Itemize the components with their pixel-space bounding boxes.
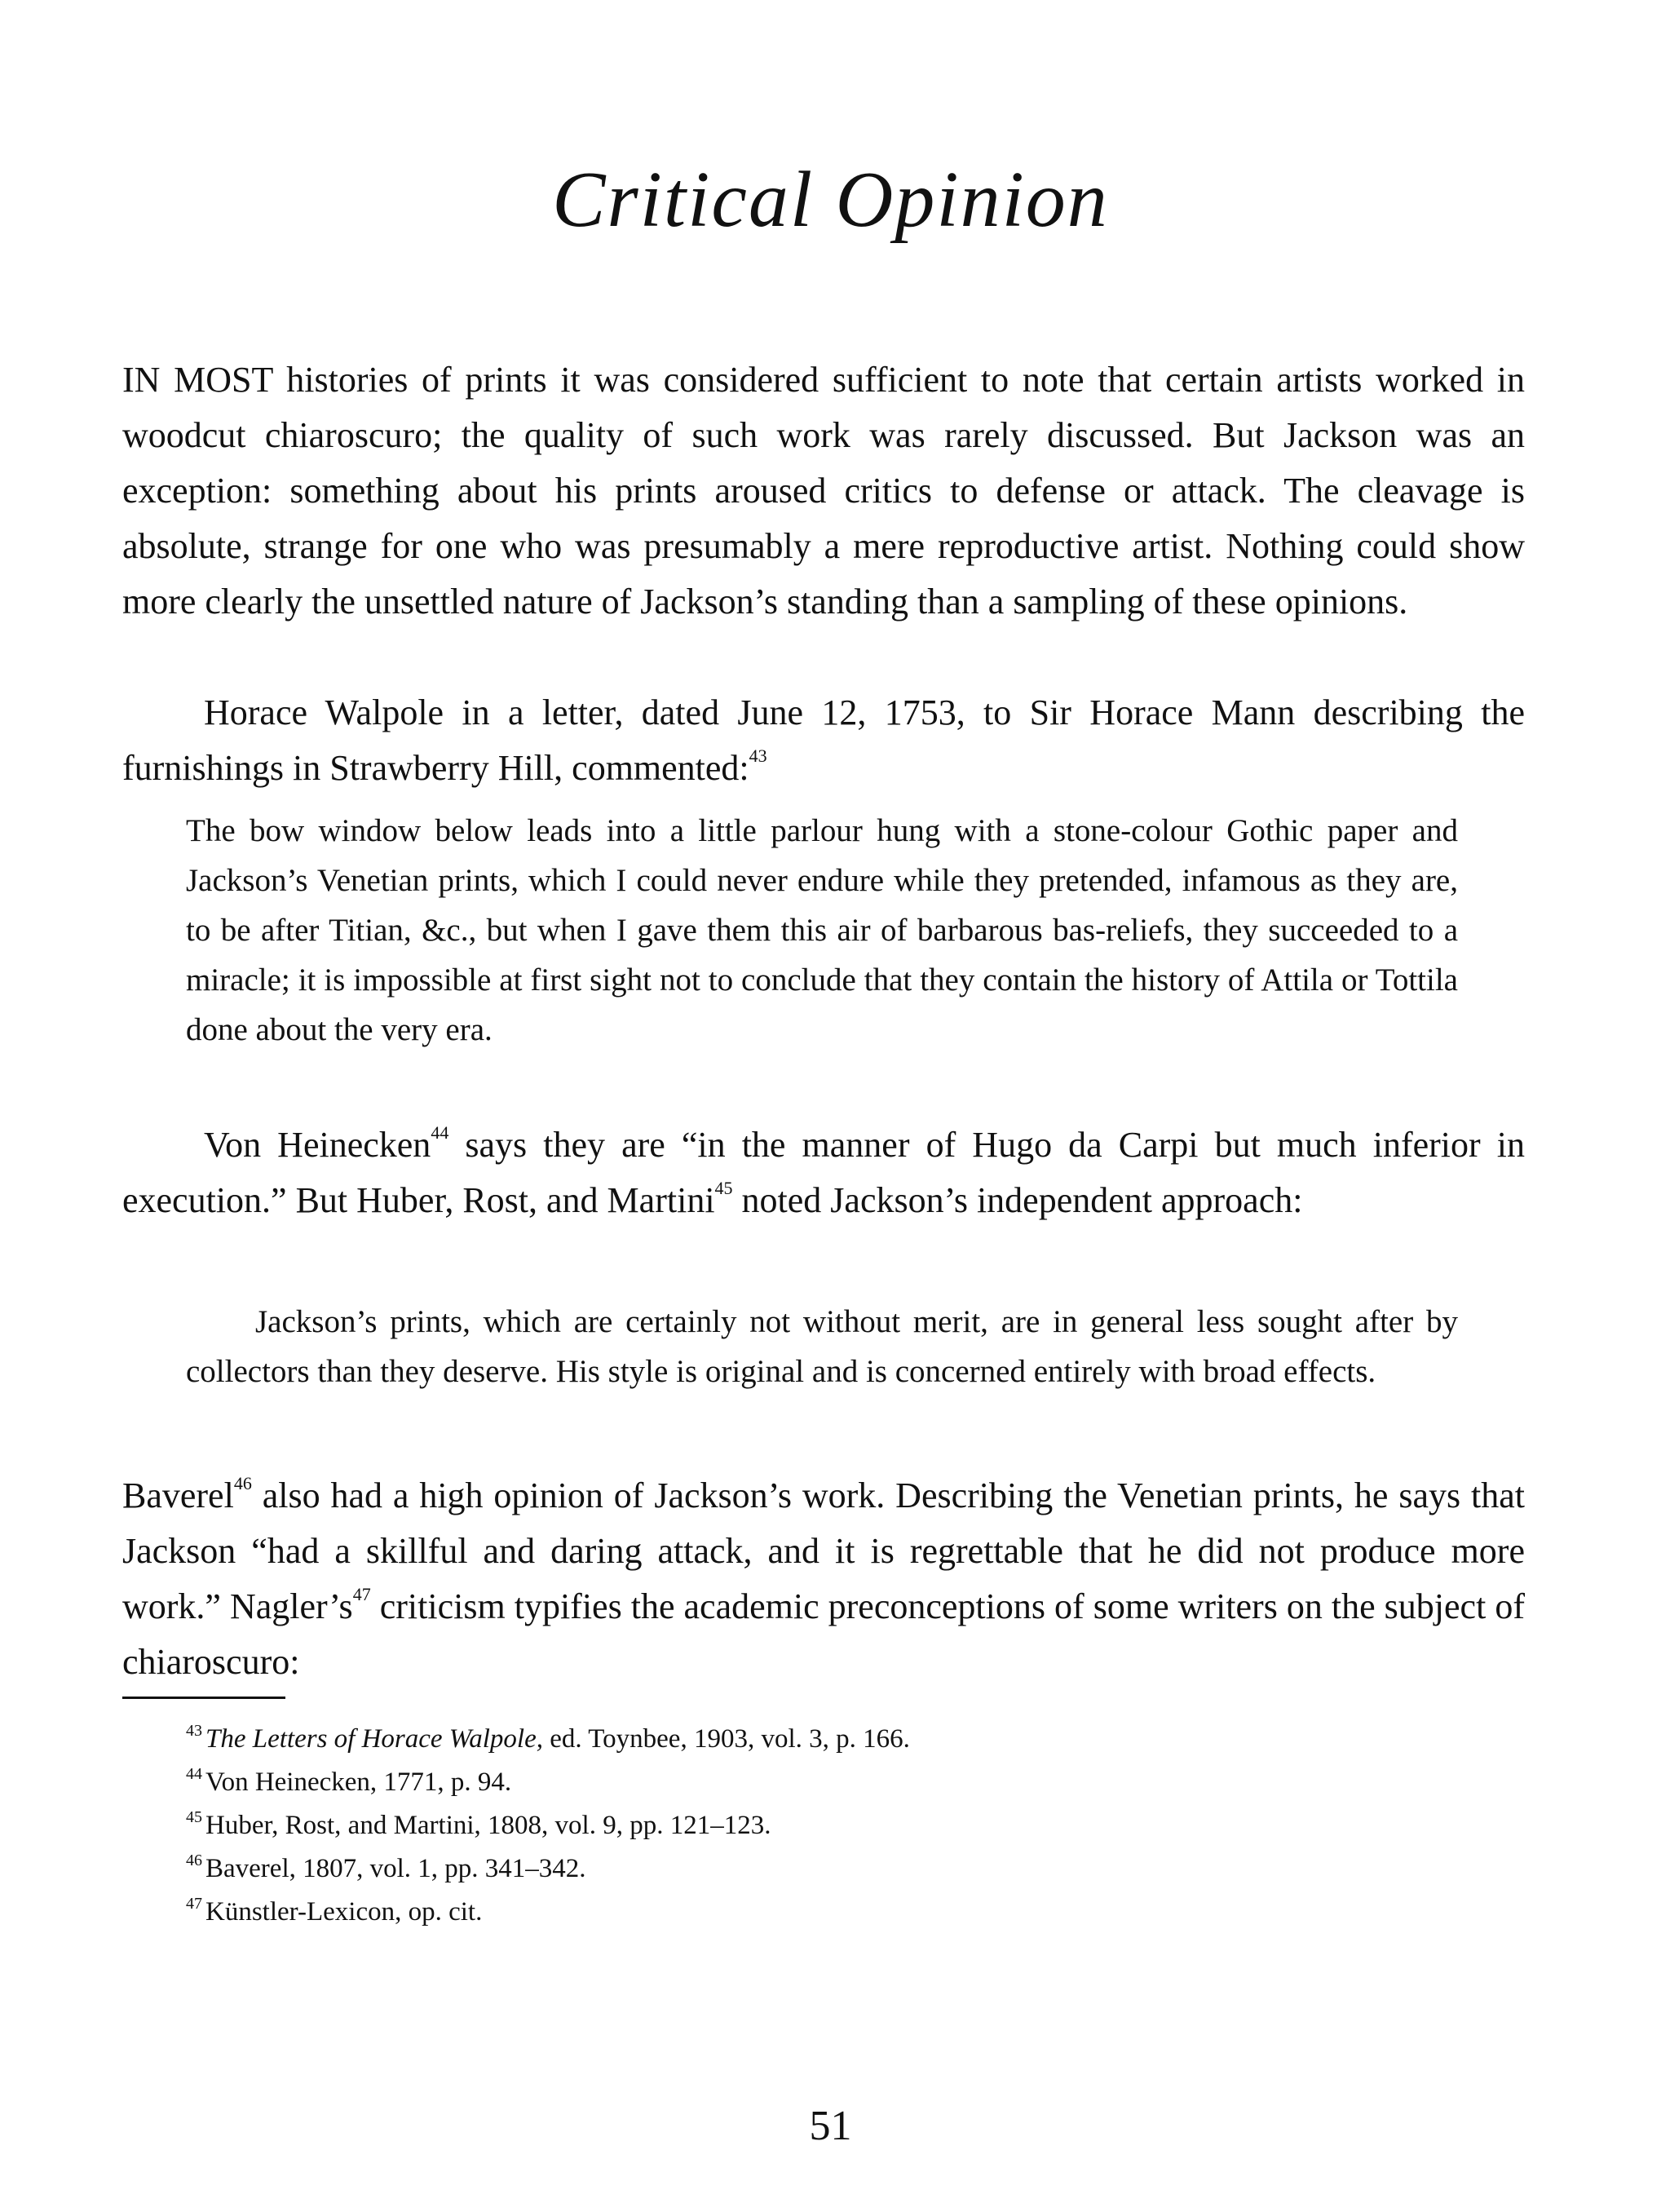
footnote-text: Baverel, 1807, vol. 1, pp. 341–342.: [205, 1854, 586, 1883]
footnotes-list: [186, 1718, 1491, 1934]
footnote-text: ed. Toynbee, 1903, vol. 3, p. 166.: [543, 1724, 910, 1754]
footnote-number: 46: [186, 1851, 202, 1869]
blockquote-walpole: The bow window below leads into a little parlour hung with a stone-colour Gothic paper and Jackson’s Venetian prints, which I could never endure while they pretended, infamous as they are, to be after Titian, &c., but when I gave them this air of barbarous bas-reliefs, they succeeded to a miracle; it is impossible at first sight not to conclude that they contain the history of Attila or Tottila done about the very era.: [186, 813, 1458, 1047]
footnote-item: [186, 1804, 1491, 1847]
footnote-ref-43: 43: [749, 745, 767, 766]
paragraph-baverel-text-c: criticism typifies the academic preconceptions of some writers on the subject of chiaroscuro:: [122, 1586, 1525, 1682]
footnote-ref-47: 47: [352, 1584, 371, 1604]
paragraph-baverel-text-a: Baverel: [122, 1475, 234, 1515]
footnote-divider: [122, 1697, 285, 1699]
footnote-item: [186, 1891, 1491, 1934]
paragraph-heinecken-text-a: Von Heinecken: [204, 1125, 431, 1165]
paragraph-intro: IN MOST histories of prints it was considered sufficient to note that certain artists worked in woodcut chiaroscuro; the quality of such work was rarely discussed. But Jackson was an exception: something about his prints aroused critics to defense or attack. The cleavage is absolute, strange for one who was presumably a mere reproductive artist. Nothing could show more clearly the unsettled nature of Jackson’s standing than a sampling of these opinions.: [122, 360, 1525, 622]
footnote-item: [186, 1761, 1491, 1804]
footnote-number: 47: [186, 1895, 202, 1913]
footnote-item: [186, 1847, 1491, 1891]
footnote-number: 43: [186, 1722, 202, 1740]
footnote-ref-45: 45: [714, 1178, 733, 1198]
page-number: 51: [809, 2103, 852, 2149]
paragraph-walpole: [122, 685, 1525, 796]
footnote-number: 45: [186, 1808, 202, 1826]
paragraph-heinecken-text-c: noted Jackson’s independent approach:: [732, 1180, 1303, 1220]
paragraph-baverel-text-b: also had a high opinion of Jackson’s work. Describing the Venetian prints, he says that Jackson “had a skillful and daring attack, and it is regrettable that he did not produce more work.” Nagler’s: [122, 1475, 1525, 1626]
paragraph-heinecken: [122, 1117, 1525, 1228]
footnote-italic-title: The Letters of Horace Walpole,: [205, 1724, 543, 1754]
blockquote-huber: Jackson’s prints, which are certainly not without merit, are in general less sought after by collectors than they deserve. His style is original and is concerned entirely with broad effects.: [186, 1304, 1458, 1389]
footnote-text: Künstler-Lexicon, op. cit.: [205, 1897, 483, 1927]
page-title: Critical Opinion: [552, 156, 1109, 244]
paragraph-baverel: [122, 1468, 1525, 1690]
footnote-ref-44: 44: [431, 1122, 449, 1143]
paragraph-walpole-text: Horace Walpole in a letter, dated June 12, 1753, to Sir Horace Mann describing the furnishings in Strawberry Hill, commented:: [122, 692, 1525, 788]
footnote-text: Von Heinecken, 1771, p. 94.: [205, 1767, 512, 1797]
paragraph-heinecken-text-b: says they are “in the manner of Hugo da Carpi but much inferior in execution.” But Huber, Rost, and Martini: [122, 1125, 1525, 1220]
footnote-number: 44: [186, 1765, 202, 1783]
footnote-ref-46: 46: [233, 1473, 252, 1493]
footnote-item: [186, 1718, 1491, 1761]
footnote-text: Huber, Rost, and Martini, 1808, vol. 9, pp. 121–123.: [205, 1811, 771, 1840]
